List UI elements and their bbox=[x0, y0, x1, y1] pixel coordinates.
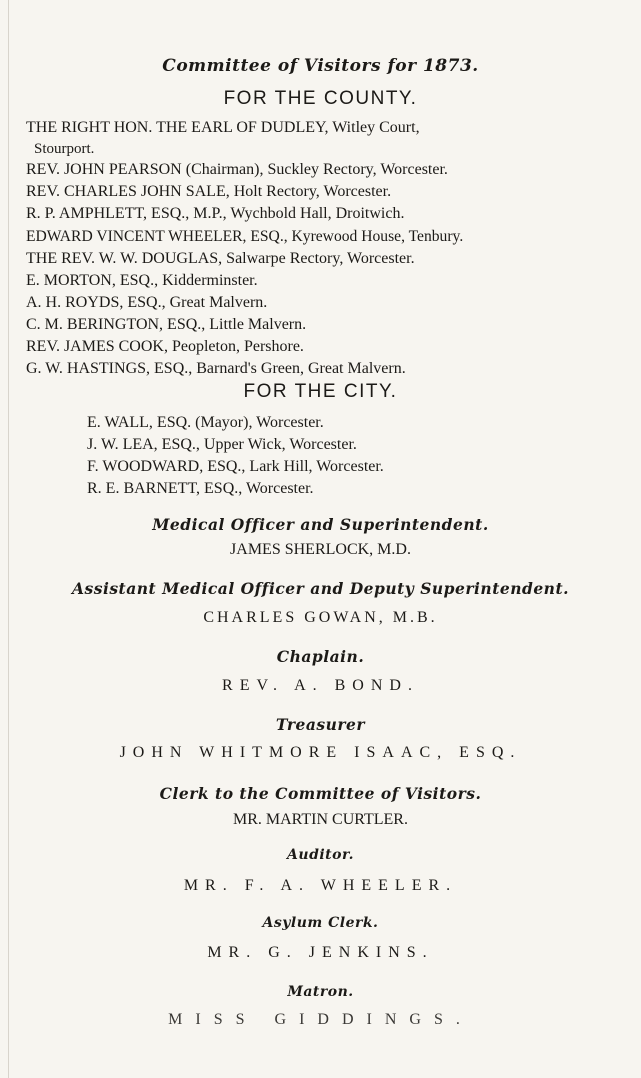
county-member: REV. CHARLES JOHN SALE, Holt Rectory, Worcester. bbox=[26, 183, 392, 200]
county-member: R. P. AMPHLETT, ESQ., M.P., Wychbold Hall, Droitwich. bbox=[26, 205, 405, 222]
county-member: EDWARD VINCENT WHEELER, ESQ., Kyrewood House, Tenbury. bbox=[26, 228, 464, 245]
officer-name: REV. A. BOND. bbox=[222, 677, 419, 694]
officer-heading: Medical Officer and Superintendent. bbox=[152, 515, 489, 534]
county-member: Stourport. bbox=[34, 141, 95, 157]
officer-heading: Auditor. bbox=[287, 847, 354, 863]
officer-name: MISS GIDDINGS. bbox=[168, 1011, 473, 1028]
officer-heading: Asylum Clerk. bbox=[262, 915, 379, 931]
city-member: E. WALL, ESQ. (Mayor), Worcester. bbox=[87, 414, 324, 431]
city-heading: FOR THE CITY. bbox=[243, 381, 398, 402]
county-member: THE REV. W. W. DOUGLAS, Salwarpe Rectory, Worcester. bbox=[26, 250, 415, 267]
county-heading: FOR THE COUNTY. bbox=[223, 88, 418, 109]
city-member: F. WOODWARD, ESQ., Lark Hill, Worcester. bbox=[87, 458, 384, 475]
officer-name: MR. G. JENKINS. bbox=[207, 944, 434, 961]
officer-heading: Assistant Medical Officer and Deputy Superintendent. bbox=[71, 579, 570, 598]
officer-name: MR. F. A. WHEELER. bbox=[183, 877, 458, 894]
officer-name: MR. MARTIN CURTLER. bbox=[233, 811, 408, 828]
officer-name: JOHN WHITMORE ISAAC, ESQ. bbox=[119, 744, 522, 761]
county-member: C. M. BERINGTON, ESQ., Little Malvern. bbox=[26, 316, 307, 333]
county-member: REV. JAMES COOK, Peopleton, Pershore. bbox=[26, 338, 304, 355]
officer-heading: Clerk to the Committee of Visitors. bbox=[159, 784, 482, 803]
officer-heading: Chaplain. bbox=[276, 647, 365, 666]
officer-name: CHARLES GOWAN, M.B. bbox=[203, 609, 438, 626]
county-member: THE RIGHT HON. THE EARL OF DUDLEY, Witley Court, bbox=[26, 119, 420, 136]
page-title: Committee of Visitors for 1873. bbox=[162, 56, 479, 76]
city-member: J. W. LEA, ESQ., Upper Wick, Worcester. bbox=[87, 436, 357, 453]
county-member: E. MORTON, ESQ., Kidderminster. bbox=[26, 272, 258, 289]
officer-heading: Matron. bbox=[287, 984, 354, 1000]
county-member: A. H. ROYDS, ESQ., Great Malvern. bbox=[26, 294, 268, 311]
officer-name: JAMES SHERLOCK, M.D. bbox=[230, 541, 411, 558]
city-member: R. E. BARNETT, ESQ., Worcester. bbox=[87, 480, 314, 497]
officer-heading: Treasurer bbox=[275, 715, 366, 734]
county-member: REV. JOHN PEARSON (Chairman), Suckley Rectory, Worcester. bbox=[26, 161, 448, 178]
county-member: G. W. HASTINGS, ESQ., Barnard's Green, Great Malvern. bbox=[26, 360, 406, 377]
